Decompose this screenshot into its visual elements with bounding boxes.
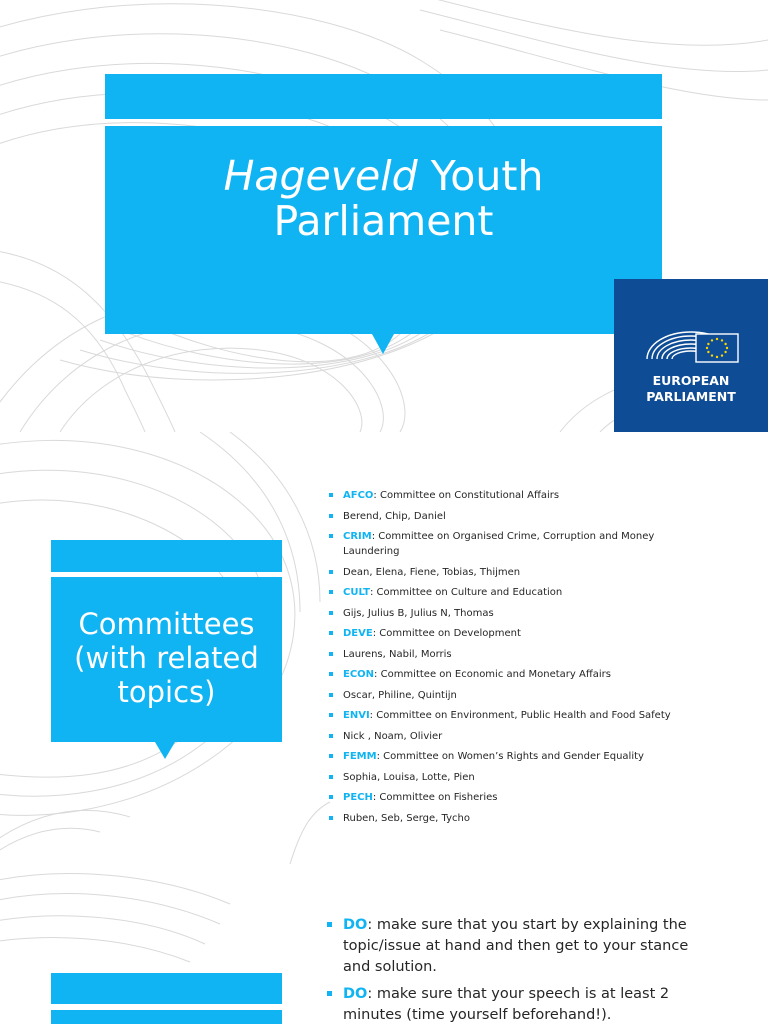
- list-item-text: : Committee on Fisheries: [372, 792, 498, 803]
- bullet-icon: [329, 493, 333, 497]
- title-line-1: [105, 154, 662, 199]
- list-item-text: : make sure that you start by explaining the topic/issue at hand and then get to your stance and solution.: [343, 917, 689, 975]
- list-item-code: DO: [343, 986, 368, 1002]
- list-item-text: Gijs, Julius B, Julius N, Thomas: [343, 607, 494, 619]
- title-italic-word: Hageveld: [223, 152, 418, 200]
- bullet-icon: [329, 775, 333, 779]
- list-item: [329, 488, 699, 503]
- slide-title: [0, 0, 768, 432]
- tips-list: [327, 915, 707, 1024]
- bullet-icon: [329, 713, 333, 717]
- list-item-code: CULT: [343, 587, 370, 598]
- committees-top-bar: [51, 540, 282, 572]
- list-item: [329, 770, 699, 785]
- list-item-text: Dean, Elena, Fiene, Tobias, Thijmen: [343, 566, 521, 578]
- european-parliament-logo: [614, 279, 768, 432]
- bullet-icon: [329, 816, 333, 820]
- committees-title-line-2: (with related: [74, 641, 259, 675]
- list-item: [329, 606, 699, 621]
- list-item: [329, 708, 699, 723]
- list-item-text: : Committee on Development: [372, 628, 521, 639]
- bullet-icon: [329, 514, 333, 518]
- list-item: [329, 585, 699, 600]
- list-item: [329, 529, 699, 559]
- list-item-code: ECON: [343, 669, 375, 680]
- bullet-icon: [327, 991, 332, 996]
- list-item-text: : Committee on Constitutional Affairs: [373, 490, 560, 501]
- list-item-text: Nick , Noam, Olivier: [343, 730, 443, 742]
- list-item: [329, 647, 699, 662]
- list-item-code: DEVE: [343, 628, 373, 639]
- eu-parliament-hemicycle-with-stars-icon: [614, 301, 768, 371]
- title-box-pointer: [372, 334, 394, 354]
- logo-text-line-1: EUROPEAN: [652, 373, 730, 388]
- list-item: [329, 811, 699, 826]
- list-item-text: Oscar, Philine, Quintijn: [343, 689, 457, 701]
- list-item: [329, 667, 699, 682]
- bullet-icon: [329, 795, 333, 799]
- bullet-icon: [329, 534, 333, 538]
- bullet-icon: [327, 922, 332, 927]
- bullet-icon: [329, 672, 333, 676]
- committees-title-box: [51, 577, 282, 742]
- bullet-icon: [329, 652, 333, 656]
- list-item-code: CRIM: [343, 531, 372, 542]
- title-box: [105, 126, 662, 334]
- list-item: [329, 688, 699, 703]
- committees-title-line-3: topics): [117, 675, 216, 709]
- list-item-text: Ruben, Seb, Serge, Tycho: [343, 812, 470, 824]
- committees-box-pointer: [155, 742, 175, 759]
- logo-text-line-2: PARLIAMENT: [646, 389, 736, 404]
- list-item: [329, 626, 699, 641]
- tips-title-box-top: [51, 1010, 282, 1024]
- bullet-icon: [329, 611, 333, 615]
- title-top-bar: [105, 74, 662, 119]
- bullet-icon: [329, 590, 333, 594]
- list-item: [329, 509, 699, 524]
- list-item-text: : Committee on Environment, Public Health and Food Safety: [369, 710, 671, 721]
- list-item-code: PECH: [343, 792, 373, 803]
- list-item-text: Berend, Chip, Daniel: [343, 510, 446, 522]
- list-item: [327, 915, 707, 978]
- committee-list: [329, 488, 699, 831]
- list-item: [329, 565, 699, 580]
- page-title: [105, 126, 662, 244]
- list-item-code: ENVI: [343, 710, 370, 721]
- list-item: [329, 749, 699, 764]
- list-item-text: : Committee on Culture and Education: [370, 587, 563, 598]
- list-item-code: DO: [343, 917, 368, 933]
- committees-title: [51, 577, 282, 709]
- list-item-text: : Committee on Organised Crime, Corruption and Money Laundering: [343, 531, 655, 557]
- list-item-text: Sophia, Louisa, Lotte, Pien: [343, 771, 475, 783]
- tips-top-bar: [51, 973, 282, 1004]
- bullet-icon: [329, 734, 333, 738]
- bullet-icon: [329, 693, 333, 697]
- slide-speech-tips: [0, 864, 768, 1024]
- title-line-2: Parliament: [273, 197, 494, 245]
- list-item-text: Laurens, Nabil, Morris: [343, 648, 452, 660]
- list-item: [329, 790, 699, 805]
- title-rest: Youth: [417, 152, 544, 200]
- bullet-icon: [329, 631, 333, 635]
- list-item-code: FEMM: [343, 751, 377, 762]
- bullet-icon: [329, 754, 333, 758]
- list-item-text: : make sure that your speech is at least 2 minutes (time yourself beforehand!).: [343, 986, 670, 1023]
- slide-committees: [0, 432, 768, 864]
- bullet-icon: [329, 570, 333, 574]
- committees-title-line-1: Committees: [78, 607, 255, 641]
- list-item-text: : Committee on Economic and Monetary Affairs: [374, 669, 611, 680]
- list-item: [329, 729, 699, 744]
- list-item-code: AFCO: [343, 490, 374, 501]
- list-item: [327, 984, 707, 1024]
- list-item-text: : Committee on Women’s Rights and Gender Equality: [376, 751, 644, 762]
